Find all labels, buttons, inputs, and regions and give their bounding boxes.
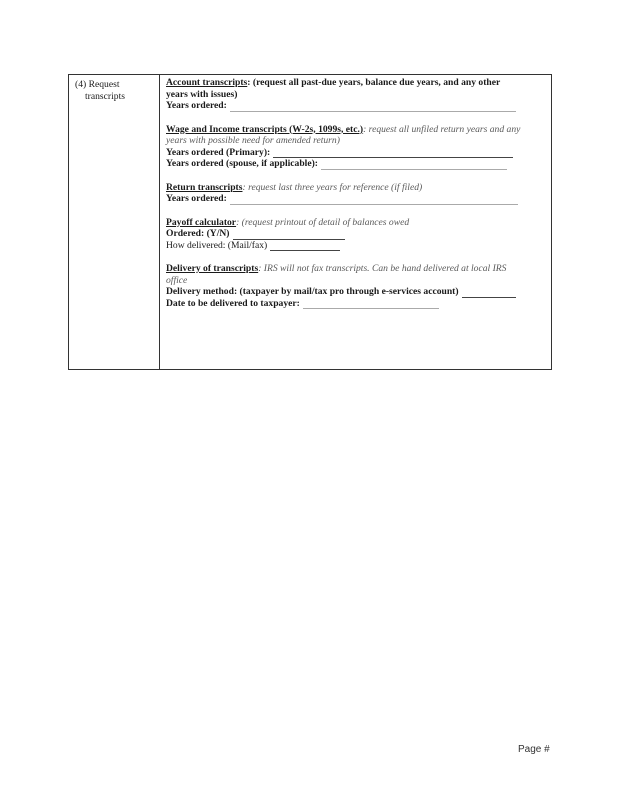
delivery-method-label: Delivery method: (taxpayer by mail/tax pro through e-services account) — [166, 286, 459, 297]
delivery-heading: Delivery of transcripts — [166, 263, 259, 274]
column-divider — [159, 75, 160, 369]
wage-income-note: : request all unfiled return years and any — [363, 123, 521, 135]
account-transcripts-heading: Account transcripts — [166, 77, 248, 88]
return-transcripts-heading: Return transcripts — [166, 181, 243, 193]
delivery-section — [166, 263, 550, 309]
wage-spouse-label: Years ordered (spouse, if applicable): — [166, 158, 318, 169]
delivery-method-field[interactable] — [462, 288, 516, 298]
return-transcripts-note: : request last three years for reference (if filed) — [242, 181, 423, 193]
payoff-ordered-field[interactable] — [233, 230, 345, 240]
return-years-field[interactable] — [230, 195, 518, 205]
account-years-label: Years ordered: — [166, 100, 227, 111]
step-label-line2: transcripts — [85, 90, 125, 102]
return-years-label: Years ordered: — [166, 193, 227, 204]
delivery-date-label: Date to be delivered to taxpayer: — [166, 297, 300, 309]
wage-primary-field[interactable] — [273, 148, 513, 158]
transcripts-table — [68, 74, 552, 370]
payoff-calculator-heading: Payoff calculator — [166, 216, 237, 228]
wage-income-heading: Wage and Income transcripts (W-2s, 1099s, etc.) — [166, 123, 364, 135]
payoff-how-label: How delivered: (Mail/fax) — [166, 239, 268, 251]
payoff-how-field[interactable] — [270, 241, 340, 251]
wage-income-section — [166, 124, 550, 170]
page-number: Page # — [518, 744, 550, 755]
delivery-date-field[interactable] — [303, 299, 439, 309]
payoff-calculator-section — [166, 217, 550, 252]
delivery-note-line2: office — [166, 274, 188, 286]
return-transcripts-section — [166, 182, 550, 205]
payoff-calculator-note: : (request printout of detail of balances owed — [236, 216, 410, 228]
account-transcripts-desc: : (request all past-due years, balance due years, and any other — [247, 77, 501, 88]
step-label — [75, 79, 155, 102]
account-transcripts-desc-line2: years with issues) — [166, 88, 238, 100]
wage-income-note-line2: years with possible need for amended return) — [166, 135, 340, 146]
payoff-ordered-label: Ordered: (Y/N) — [166, 228, 230, 239]
wage-spouse-field[interactable] — [321, 160, 507, 170]
step-content — [166, 77, 550, 321]
delivery-note: : IRS will not fax transcripts. Can be hand delivered at local IRS — [258, 263, 507, 274]
account-transcripts-section — [166, 77, 550, 112]
step-label-line1: (4) Request — [75, 79, 120, 90]
wage-primary-label: Years ordered (Primary): — [166, 146, 271, 158]
account-years-field[interactable] — [230, 102, 516, 112]
